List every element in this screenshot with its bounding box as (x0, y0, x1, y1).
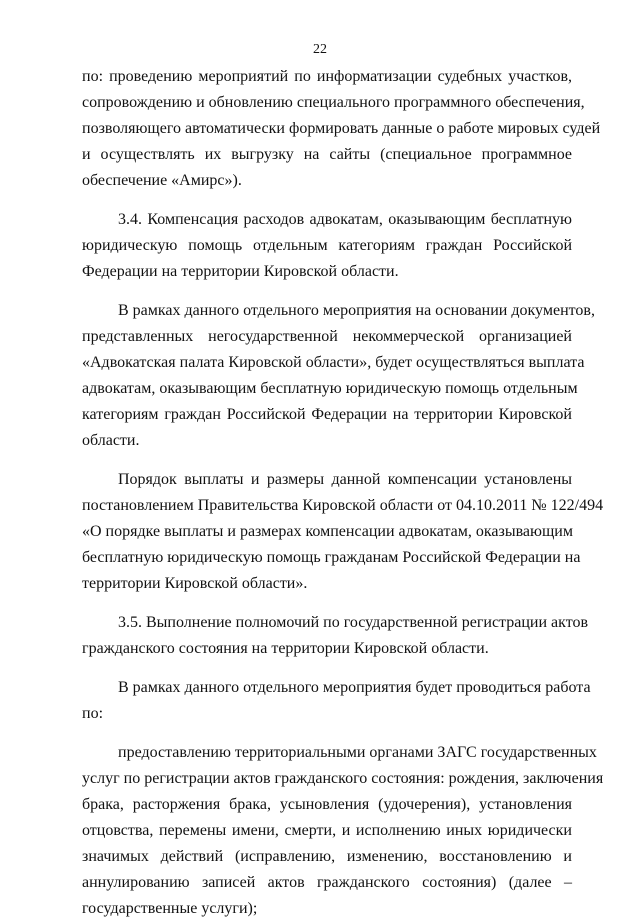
text-line: Федерации на территории Кировской области. (82, 263, 399, 280)
paragraph-gap (82, 194, 572, 207)
text-line: государственные услуги); (82, 900, 258, 917)
text-line: «Адвокатская палата Кировской области», будет осуществляться выплата (82, 354, 585, 371)
text-line: Порядок выплаты и размеры данной компенсации установлены (118, 471, 572, 488)
paragraph (82, 467, 604, 597)
paragraph (82, 207, 572, 285)
text-line: сопровождению и обновлению специального программного обеспечения, (82, 94, 585, 111)
text-line: обеспечение «Амирс»). (82, 172, 242, 189)
text-line: юридическую помощь отдельным категориям граждан Российской (82, 237, 572, 254)
document-body (82, 64, 604, 922)
paragraph-gap (82, 662, 572, 675)
text-line: адвокатам, оказывающим бесплатную юридическую помощь отдельным (82, 380, 578, 397)
text-line: В рамках данного отдельного мероприятия на основании документов, (118, 302, 595, 319)
text-line: 3.4. Компенсация расходов адвокатам, оказывающим бесплатную (118, 211, 572, 228)
paragraph-gap (82, 597, 572, 610)
text-line: «О порядке выплаты и размерах компенсации адвокатам, оказывающим (82, 523, 573, 540)
text-line: и осуществлять их выгрузку на сайты (специальное программное (82, 146, 572, 163)
text-line: бесплатную юридическую помощь гражданам Российской Федерации на (82, 549, 581, 566)
text-line: территории Кировской области». (82, 575, 308, 592)
text-line: по: проведению мероприятий по информатизации судебных участков, (82, 68, 572, 85)
text-line: представленных негосударственной некоммерческой организацией (82, 328, 572, 345)
paragraph (82, 64, 601, 194)
text-line: предоставлению территориальными органами ЗАГС государственных (118, 744, 597, 761)
text-line: брака, расторжения брака, усыновления (удочерения), установления (82, 796, 572, 813)
text-line: гражданского состояния на территории Кировской области. (82, 640, 489, 657)
text-line: отцовства, перемены имени, смерти, и исполнению иных юридически (82, 822, 572, 839)
page-number: 22 (313, 42, 327, 57)
text-line: постановлением Правительства Кировской области от 04.10.2011 № 122/494 (82, 497, 604, 514)
text-line: 3.5. Выполнение полномочий по государственной регистрации актов (118, 614, 589, 631)
text-line: области. (82, 432, 140, 449)
paragraph (82, 675, 591, 727)
paragraph (82, 610, 589, 662)
paragraph-gap (82, 285, 572, 298)
paragraph (82, 740, 604, 922)
paragraph-gap (82, 727, 572, 740)
text-line: В рамках данного отдельного мероприятия будет проводиться работа (118, 679, 591, 696)
text-line: аннулированию записей актов гражданского состояния) (далее – (82, 874, 572, 891)
paragraph-gap (82, 454, 572, 467)
text-line: по: (82, 705, 104, 722)
text-line: категориям граждан Российской Федерации на территории Кировской (82, 406, 572, 423)
text-line: позволяющего автоматически формировать данные о работе мировых судей (82, 120, 601, 137)
text-line: значимых действий (исправлению, изменению, восстановлению и (82, 848, 572, 865)
paragraph (82, 298, 595, 454)
text-line: услуг по регистрации актов гражданского состояния: рождения, заключения (82, 770, 604, 787)
